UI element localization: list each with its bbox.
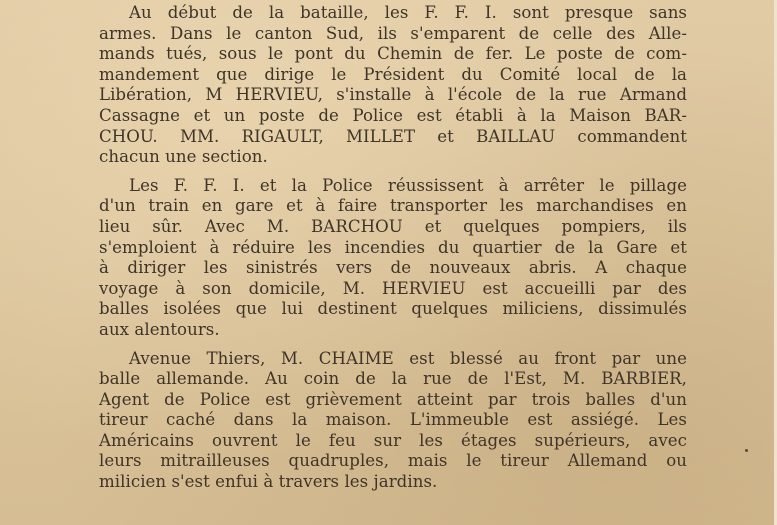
text-line: s'emploient à réduire les incendies du quartier de la Gare et bbox=[99, 237, 687, 257]
text-line: Américains ouvrent le feu sur les étages supérieurs, avec bbox=[99, 430, 687, 450]
text-line: CHOU. MM. RIGAULT, MILLET et BAILLAU commandent bbox=[99, 126, 687, 146]
ink-speck bbox=[745, 449, 748, 452]
text-line: mands tués, sous le pont du Chemin de fer. Le poste de com- bbox=[99, 44, 687, 64]
paragraph-2 bbox=[99, 176, 687, 341]
text-line: chacun une section. bbox=[99, 147, 268, 167]
text-line: balle allemande. Au coin de la rue de l'Est, M. BARBIER, bbox=[99, 369, 687, 389]
text-line: aux alentours. bbox=[99, 319, 220, 339]
text-line: milicien s'est enfui à travers les jardins. bbox=[99, 472, 438, 492]
text-line: d'un train en gare et à faire transporter les marchandises en bbox=[99, 196, 687, 216]
text-line: Au début de la bataille, les F. F. I. sont presque sans bbox=[129, 3, 687, 22]
text-line: à diriger les sinistrés vers de nouveaux abris. A chaque bbox=[99, 258, 687, 278]
text-line: Agent de Police est grièvement atteint par trois balles d'un bbox=[99, 389, 687, 409]
text-line: balles isolées que lui destinent quelques miliciens, dissimulés bbox=[99, 299, 687, 319]
text-line: Avenue Thiers, M. CHAIME est blessé au front par une bbox=[129, 348, 687, 368]
text-line: leurs mitrailleuses quadruples, mais le tireur Allemand ou bbox=[99, 451, 687, 471]
text-line: mandement que dirige le Président du Comité local de la bbox=[99, 64, 687, 84]
text-line: Libération, M HERVIEU, s'installe à l'école de la rue Armand bbox=[99, 85, 687, 105]
paragraph-3 bbox=[99, 349, 687, 493]
text-line: lieu sûr. Avec M. BARCHOU et quelques pompiers, ils bbox=[99, 216, 687, 236]
text-line: Les F. F. I. et la Police réussissent à arrêter le pillage bbox=[129, 175, 687, 195]
text-line: armes. Dans le canton Sud, ils s'emparent de celle des Alle- bbox=[99, 23, 687, 43]
paragraph-1 bbox=[99, 3, 687, 168]
text-line: tireur caché dans la maison. L'immeuble est assiégé. Les bbox=[99, 410, 687, 430]
document-body bbox=[99, 3, 687, 501]
text-line: Cassagne et un poste de Police est établi à la Maison BAR- bbox=[99, 105, 687, 125]
text-line: voyage à son domicile, M. HERVIEU est accueilli par des bbox=[99, 278, 687, 298]
